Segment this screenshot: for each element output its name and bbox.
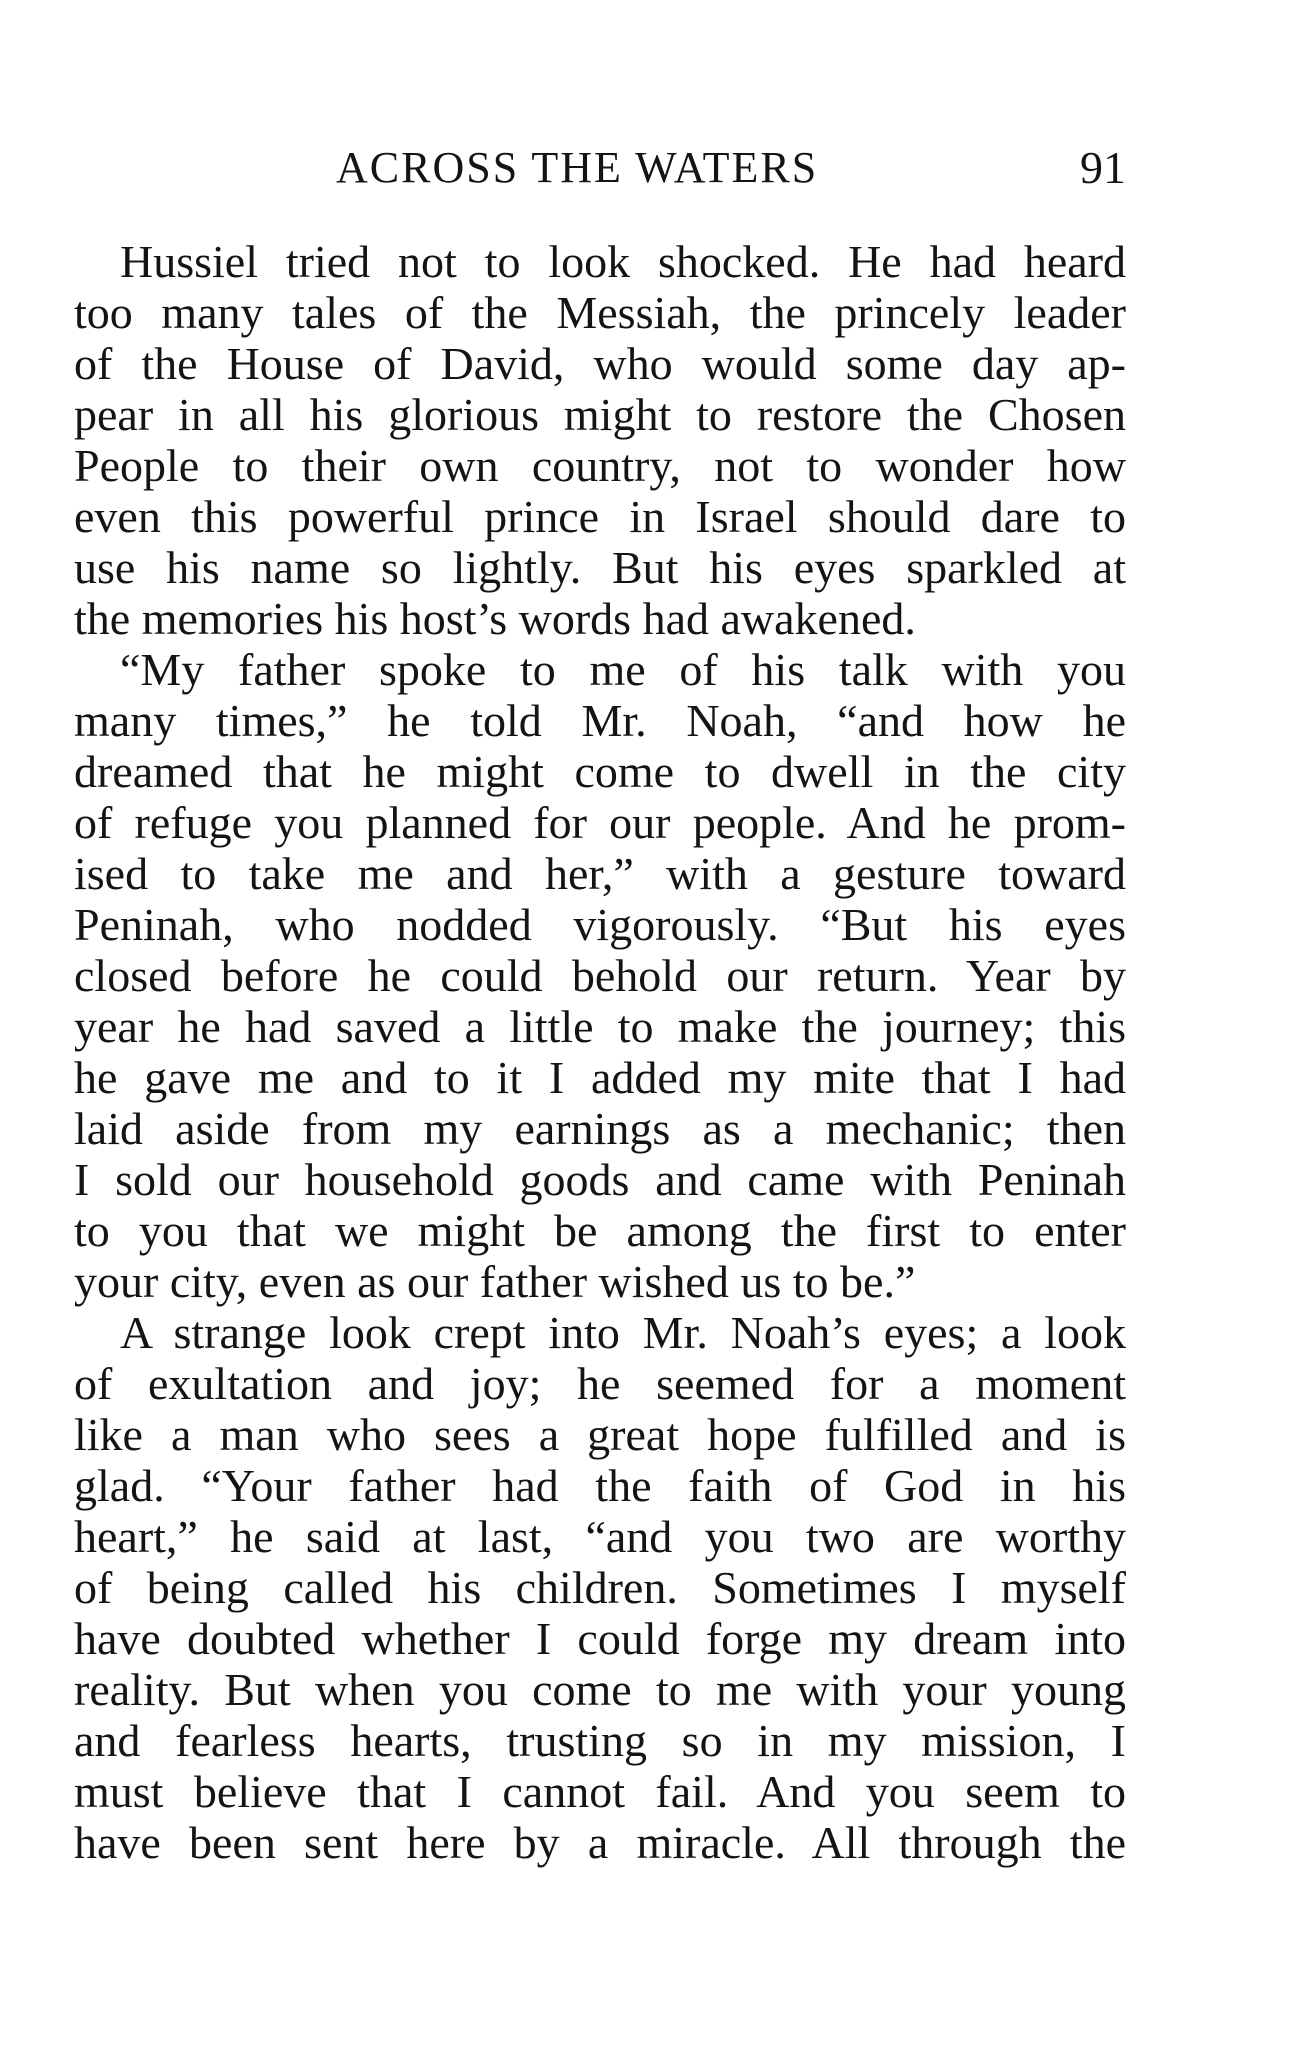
paragraph-1 (74, 236, 1126, 644)
text-line: have been sent here by a miracle. All through the (74, 1817, 1126, 1868)
paragraph-2 (74, 644, 1126, 1307)
text-line: your city, even as our father wished us to be.” (74, 1256, 916, 1307)
text-line: use his name so lightly. But his eyes sparkled at (74, 542, 1126, 593)
text-line: he gave me and to it I added my mite that I had (74, 1052, 1126, 1103)
text-line: reality. But when you come to me with your young (74, 1664, 1126, 1715)
text-line: closed before he could behold our return. Year by (74, 950, 1126, 1001)
body-text (74, 236, 1126, 1868)
paragraph-3 (74, 1307, 1126, 1868)
text-line: even this powerful prince in Israel should dare to (74, 491, 1126, 542)
text-line: of being called his children. Sometimes I myself (74, 1562, 1126, 1613)
running-head-title: ACROSS THE WATERS (336, 143, 819, 192)
text-line: laid aside from my earnings as a mechanic; then (74, 1103, 1126, 1154)
text-line: dreamed that he might come to dwell in the city (74, 746, 1126, 797)
text-line: Hussiel tried not to look shocked. He had heard (120, 236, 1126, 287)
text-line: too many tales of the Messiah, the princely leader (74, 287, 1126, 338)
text-line: many times,” he told Mr. Noah, “and how he (74, 695, 1126, 746)
running-head (0, 138, 1307, 198)
text-line: A strange look crept into Mr. Noah’s eyes; a look (120, 1307, 1126, 1358)
text-line: pear in all his glorious might to restore the Chosen (74, 389, 1126, 440)
text-line: of refuge you planned for our people. And he prom- (74, 797, 1126, 848)
text-line: have doubted whether I could forge my dream into (74, 1613, 1126, 1664)
text-line: year he had saved a little to make the journey; this (74, 1001, 1126, 1052)
text-line: to you that we might be among the first to enter (74, 1205, 1126, 1256)
text-line: ised to take me and her,” with a gesture toward (74, 848, 1126, 899)
text-line: I sold our household goods and came with Peninah (74, 1154, 1126, 1205)
text-line: “My father spoke to me of his talk with you (120, 644, 1126, 695)
text-line: must believe that I cannot fail. And you seem to (74, 1766, 1126, 1817)
text-line: and fearless hearts, trusting so in my mission, I (74, 1715, 1126, 1766)
text-line: heart,” he said at last, “and you two are worthy (74, 1511, 1126, 1562)
text-line: of the House of David, who would some day ap- (74, 338, 1126, 389)
text-line: like a man who sees a great hope fulfilled and is (74, 1409, 1126, 1460)
text-line: Peninah, who nodded vigorously. “But his eyes (74, 899, 1126, 950)
page-number: 91 (1080, 142, 1126, 193)
text-line: People to their own country, not to wonder how (74, 440, 1126, 491)
text-line: glad. “Your father had the faith of God in his (74, 1460, 1126, 1511)
text-line: the memories his host’s words had awakened. (74, 593, 916, 644)
text-line: of exultation and joy; he seemed for a moment (74, 1358, 1126, 1409)
